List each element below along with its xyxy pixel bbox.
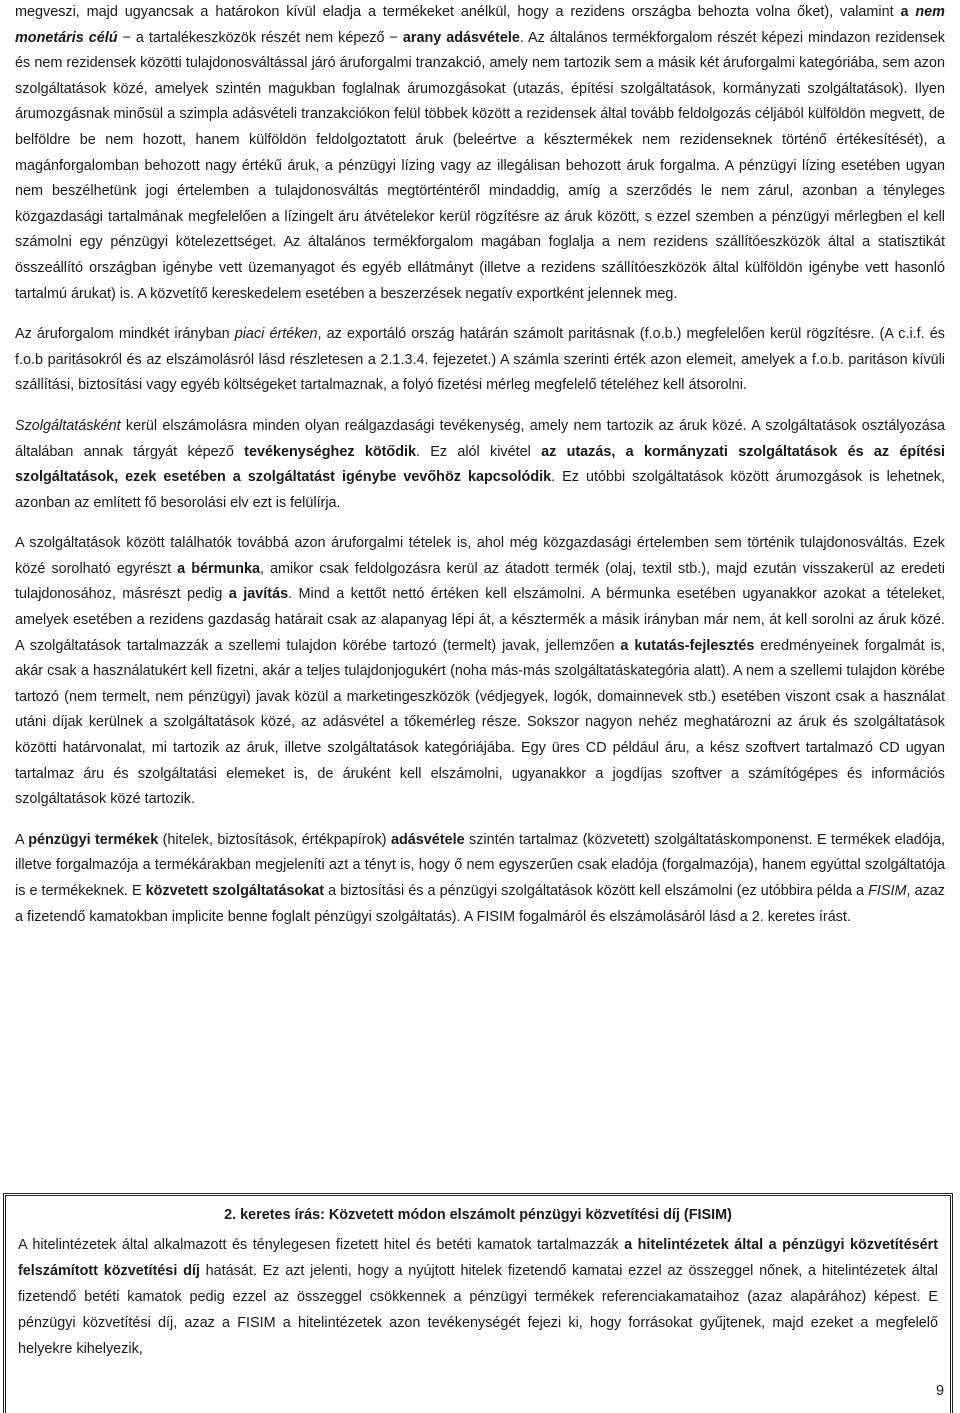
text-run: . Az általános termékforgalom részét képezi mindazon rezidensek és nem rezidensek közötti tulajdonosváltással járó áruforgalmi tranzakció, amely nem tartozik sem a másik két áruforgalmi kategóriába, sem azon szolgáltatások közé, amelyek szintén magukban foglalnak árumozgásokat (utazás, építési szolgáltatások, kormányzati szolgáltatások). Ilyen árumozgásnak minősül a szimpla adásvételi tranzakciókon felül többek között a rezidensek által tovább feldolgozás céljából külföldön megvett, de belföldre be nem hozott, hanem külföldön feldolgoztatott áruk (beleértve a késztermékek nem rezidenseknek történő értékesítését), a magánforgalomban behozott nagy értékű áruk, a pénzügyi lízing vagy az illegálisan behozott áruk forgalma. A pénzügyi lízing esetében ugyan nem beszélhetünk jogi értelemben a tulajdonosváltás megtörténtéről mindaddig, amíg a szerződés le nem zárul, azonban a tényleges közgazdasági tartalmának megfelelően a lízingelt áru átvételekor kerül rögzítésre az áruk között, s ezzel szemben a pénzügyi mérlegben el kell számolni egy pénzügyi kötelezettséget. Az általános termékforgalom magában foglalja a nem rezidens szállítóeszközök által a statisztikát összeállító országban igénybe vett üzemanyagot és egyéb ellátmányt (illetve a rezidens szállítóeszközök által külföldön igénybe vett hasonló tartalmú árukat) is. A közvetítő kereskedelem esetében a beszerzések negatív exportként jelennek meg. bbox=[15, 29, 945, 302]
text-run: . Mind a kettőt nettó értéken kell elszámolni. A bérmunka esetében ugyanakkor azokat a tételeket, amelyek esetében a rezidens gazdaság határait csak az alapanyag lépi át, a késztermék a másik irányban már nem, át kell sorolni az áruk közé. A szolgáltatások tartalmazzák a szellemi tulajdon körébe tartozó (termelt) javak, jellemzően bbox=[15, 586, 945, 654]
paragraph-p1 bbox=[15, 0, 945, 307]
text-run: eredményeinek forgalmát is, akár csak a használatukért kell fizetni, akár a teljes tulajdonjogukért (noha más-más szolgáltatáskategória alatt). A nem a szellemi tulajdon körébe tartozó (nem termelt, nem pénzügyi) javak közül a marketingeszközök (védjegyek, logók, domainnevek stb.) esetében viszont csak a használat utáni díjak kerülnek a szolgáltatások közé, az adásvétel a tőkemérleg része. Sokszor nagyon nehéz meghatározni az áruk és szolgáltatások közötti határvonalat, mi tartozik az áruk, illetve szolgáltatások kategóriájába. Egy üres CD például áru, a kész szoftvert tartalmazó CD ugyan tartalmaz áru és szolgáltatási elemeket is, de áruként kell elszámolni, ugyanakkor a jogdíjas szoftver a számítógépes és információs szolgáltatások közé tartozik. bbox=[15, 637, 945, 808]
text-run: A szolgáltatások között találhatók továbbá azon áruforgalmi tételek is, ahol még közgazdasági értelemben sem történik tulajdonosváltás. Ezek közé sorolható egyrészt bbox=[15, 535, 945, 577]
bold-text: közvetett szolgáltatásokat bbox=[145, 883, 325, 899]
bold-text: a javítás bbox=[228, 586, 289, 603]
bold-text: arany adásvétele bbox=[402, 29, 520, 46]
text-run: hatását. Ez azt jelenti, hogy a nyújtott hitelek fizetendő kamatai ezzel az összeggel nőnek, a hitelintézetek által fizetendő betéti kamatok pedig ezzel az összeggel csökkennek a pénzügyi termékek referenciakamataihoz (azaz alapárához) képest. E pénzügyi közvetítési díj, azaz a FISIM a hitelintézetek azon tevékenységét fejezi ki, hogy forrásokat gyűjtenek, majd ezeket a megfelelő helyekre kihelyezik, bbox=[18, 1263, 938, 1357]
paragraph-p3 bbox=[15, 414, 945, 516]
paragraph-p2 bbox=[15, 322, 945, 399]
text-run: , amikor csak feldolgozásra kerül az átadott termék (olaj, textil stb.), majd ezután visszakerül az eredeti tulajdonosához, másrészt pedig bbox=[15, 560, 946, 603]
text-run: − a tartalékeszközök részét nem képező − bbox=[117, 29, 403, 46]
text-run: megveszi, majd ugyancsak a határokon kívül eladja a termékeket anélkül, hogy a rezidens országba behozta volna őket), valamint bbox=[15, 4, 901, 20]
italic-text: Szolgáltatásként bbox=[15, 417, 121, 434]
bold-text: a bérmunka bbox=[177, 560, 260, 577]
bold-text: tevékenységhez kötődik bbox=[244, 443, 416, 460]
bold-text: pénzügyi termékek bbox=[28, 831, 159, 848]
italic-text: piaci értéken bbox=[234, 326, 318, 343]
text-run: szintén tartalmaz (közvetett) szolgáltatáskomponenst. E termékek eladója, illetve forgalmazója a termékárakban megjeleníti azt a tényt is, hogy ő nem egyszerűen csak eladója (forgalmazója), hanem egyúttal szolgáltatója is e termékeknek. E bbox=[15, 831, 945, 899]
text-run: . Ez alól kivétel bbox=[416, 443, 542, 460]
italic-text: FISIM bbox=[868, 883, 907, 899]
text-run: a biztosítási és a pénzügyi szolgáltatások között kell elszámolni (ez utóbbira példa a bbox=[324, 883, 869, 899]
text-run: (hitelek, biztosítások, értékpapírok) bbox=[158, 831, 391, 848]
bold-text: a kutatás-fejlesztés bbox=[620, 637, 755, 654]
text-run: , az exportáló ország határán számolt paritásnak (f.o.b.) megfelelően kerül rögzítésre. (A c.i.f. és f.o.b paritásokról és az elszámolásról lásd részletesen a 2.1.3.4. fejezetet.) A számla szerinti érték azon elemeit, amelyek a f.o.b. paritáson kívüli szállítási, biztosítási vagy egyéb költségeket tartalmaznak, a folyó fizetési mérleg megfelelő tételéhez kell átsorolni. bbox=[15, 326, 945, 394]
text-run: kerül elszámolásra minden olyan reálgazdasági tevékenység, amely nem tartozik az áruk közé. A szolgáltatások osztályozása általában annak tárgyát képező bbox=[15, 417, 945, 460]
paragraph-p4 bbox=[15, 531, 945, 813]
document-body bbox=[15, 0, 945, 930]
bold-text: az utazás, a kormányzati szolgáltatások és az építési szolgáltatások, ezek esetében a szolgáltatást igénybe vevőhöz kapcsolódik bbox=[15, 443, 945, 486]
bold-text: a hitelintézetek által a pénzügyi közvetítésért felszámított közvetítési díj bbox=[18, 1237, 938, 1279]
bold-text: a bbox=[900, 4, 916, 20]
text-run: Az áruforgalom mindkét irányban bbox=[15, 326, 235, 343]
paragraph-p5 bbox=[15, 828, 945, 930]
info-box-text bbox=[18, 1232, 938, 1362]
text-run: . Ez utóbbi szolgáltatások között árumozgások is lehetnek, azonban az említett fő besorolási elv ezt is felülírja. bbox=[15, 469, 945, 511]
info-box-title: 2. keretes írás: Közvetett módon elszámolt pénzügyi közvetítési díj (FISIM) bbox=[224, 1207, 732, 1223]
text-run: , azaz a fizetendő kamatokban implicite benne foglalt pénzügyi szolgáltatás). A FISIM fogalmáról és elszámolásáról lásd a 2. keretes írást. bbox=[15, 883, 945, 925]
info-box-fisim bbox=[3, 1193, 953, 1413]
page-number: 9 bbox=[935, 1383, 944, 1399]
bold-text: adásvétele bbox=[391, 831, 465, 848]
emphasis-text: nem monetáris célú bbox=[15, 4, 945, 46]
text-run: A hitelintézetek által alkalmazott és ténylegesen fizetett hitel és betéti kamatok tartalmazzák bbox=[18, 1237, 625, 1253]
text-run: A bbox=[15, 831, 29, 848]
